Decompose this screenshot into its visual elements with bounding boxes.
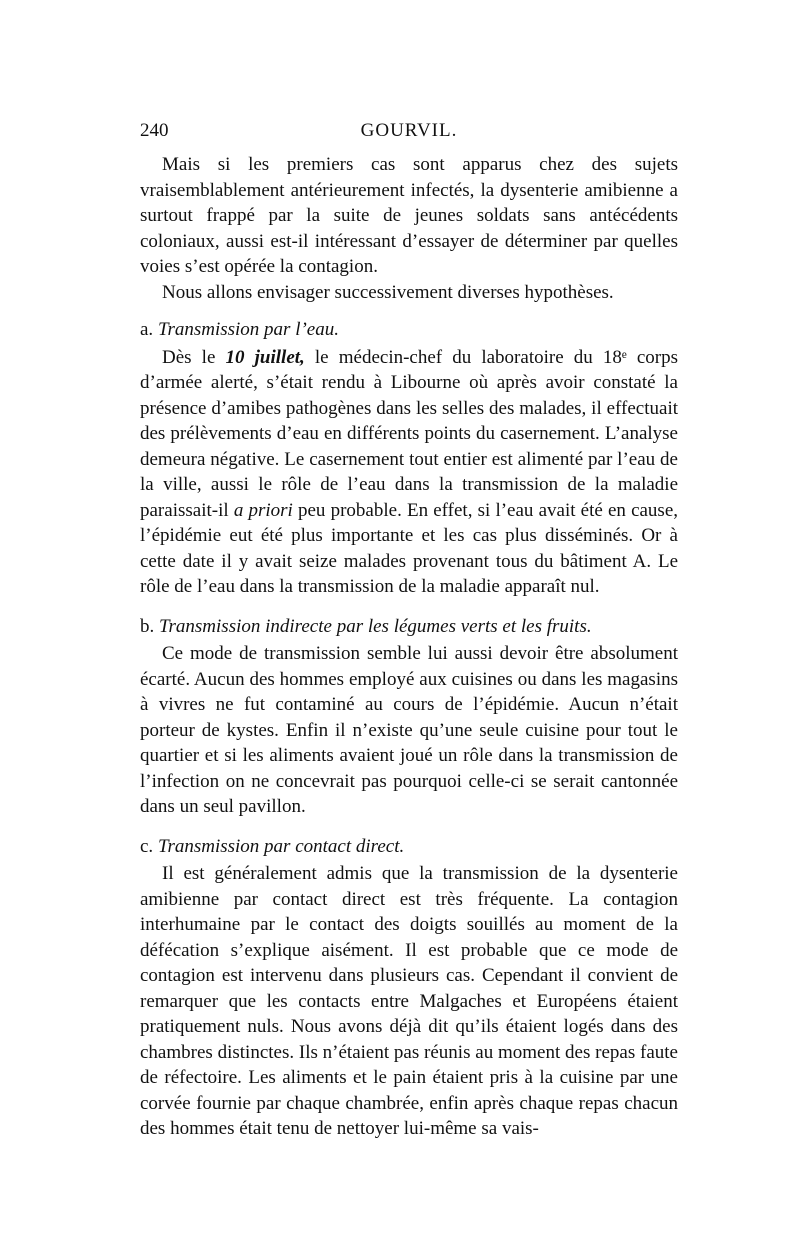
section-letter-a: a. <box>140 319 154 340</box>
section-a-date: 10 juillet, <box>225 346 305 368</box>
paragraph-section-a <box>140 345 678 600</box>
section-title-b: Transmission indirecte par les légumes verts et les fruits. <box>159 615 592 637</box>
section-heading-b <box>140 614 678 640</box>
body-text <box>140 152 678 1142</box>
section-letter-b: b. <box>140 615 155 637</box>
running-head: GOURVIL. <box>360 120 458 141</box>
section-a-text-middle: le médecin-chef du laboratoire du 18ᵉ corps d’armée alerté, s’était rendu à Libourne où après avoir constaté la présence d’amibes pathogènes dans les selles des malades, il effectuait des prélèvements d’eau en différents points du casernement. L’analyse demeura négative. Le casernement tout entier est alimenté par l’eau de la ville, aussi le rôle de l’eau dans la transmission de la maladie paraissait-il <box>140 346 679 521</box>
paragraph-intro-2: Nous allons envisager successivement diverses hypothèses. <box>162 281 614 303</box>
paragraph-intro-1: Mais si les premiers cas sont apparus chez des sujets vraisemblablement antérieurement infectés, la dysenterie amibienne a surtout frappé par la suite de jeunes soldats sans antécédents coloniaux, aussi est-il intéressant d’essayer de déterminer par quelles voies s’est opérée la contagion. <box>140 154 678 277</box>
paragraph-section-b: Ce mode de transmission semble lui aussi devoir être absolument écarté. Aucun des hommes employé aux cuisines ou dans les magasins à vivres ne fut contaminé au cours de l’épidémie. Aucun n’était porteur de kystes. Enfin il n’existe qu’une seule cuisine pour tout le quartier et si les aliments avaient joué un rôle dans la transmission de l’infection on ne concevrait pas pourquoi celle-ci se serait cantonnée dans un seul pavillon. <box>140 643 678 817</box>
section-letter-c: c. <box>140 835 154 857</box>
page-number: 240 <box>140 120 169 141</box>
section-title-c: Transmission par contact direct. <box>157 835 405 857</box>
section-heading-a <box>140 317 678 343</box>
section-a-a-priori: a priori <box>233 499 293 521</box>
section-title-a: Transmission par l’eau. <box>157 319 339 340</box>
section-a-text-start: Dès le <box>162 346 216 368</box>
page-header <box>140 120 678 148</box>
section-a-text-end: peu probable. En effet, si l’eau avait été en cause, l’épidémie eut été plus importante et les cas plus disséminés. Or à cette date il y avait seize malades provenant tous du bâtiment A. Le rôle de l’eau dans la transmission de la maladie apparaît nul. <box>140 499 679 597</box>
section-heading-c <box>140 834 678 860</box>
paragraph-section-c: Il est généralement admis que la transmission de la dysenterie amibienne par contact direct est très fréquente. La contagion interhumaine par le contact des doigts souillés au moment de la défécation s’explique aisément. Il est probable que ce mode de contagion est intervenu dans plusieurs cas. Cependant il convient de remarquer que les contacts entre Malgaches et Européens étaient pratiquement nuls. Nous avons déjà dit qu’ils étaient logés dans des chambres distinctes. Ils n’étaient pas réunis au moment des repas faute de réfectoire. Les aliments et le pain étaient pris à la cuisine par une corvée fournie par chaque chambrée, enfin après chaque repas chacun des hommes était tenu de nettoyer lui-même sa vais- <box>140 863 678 1139</box>
